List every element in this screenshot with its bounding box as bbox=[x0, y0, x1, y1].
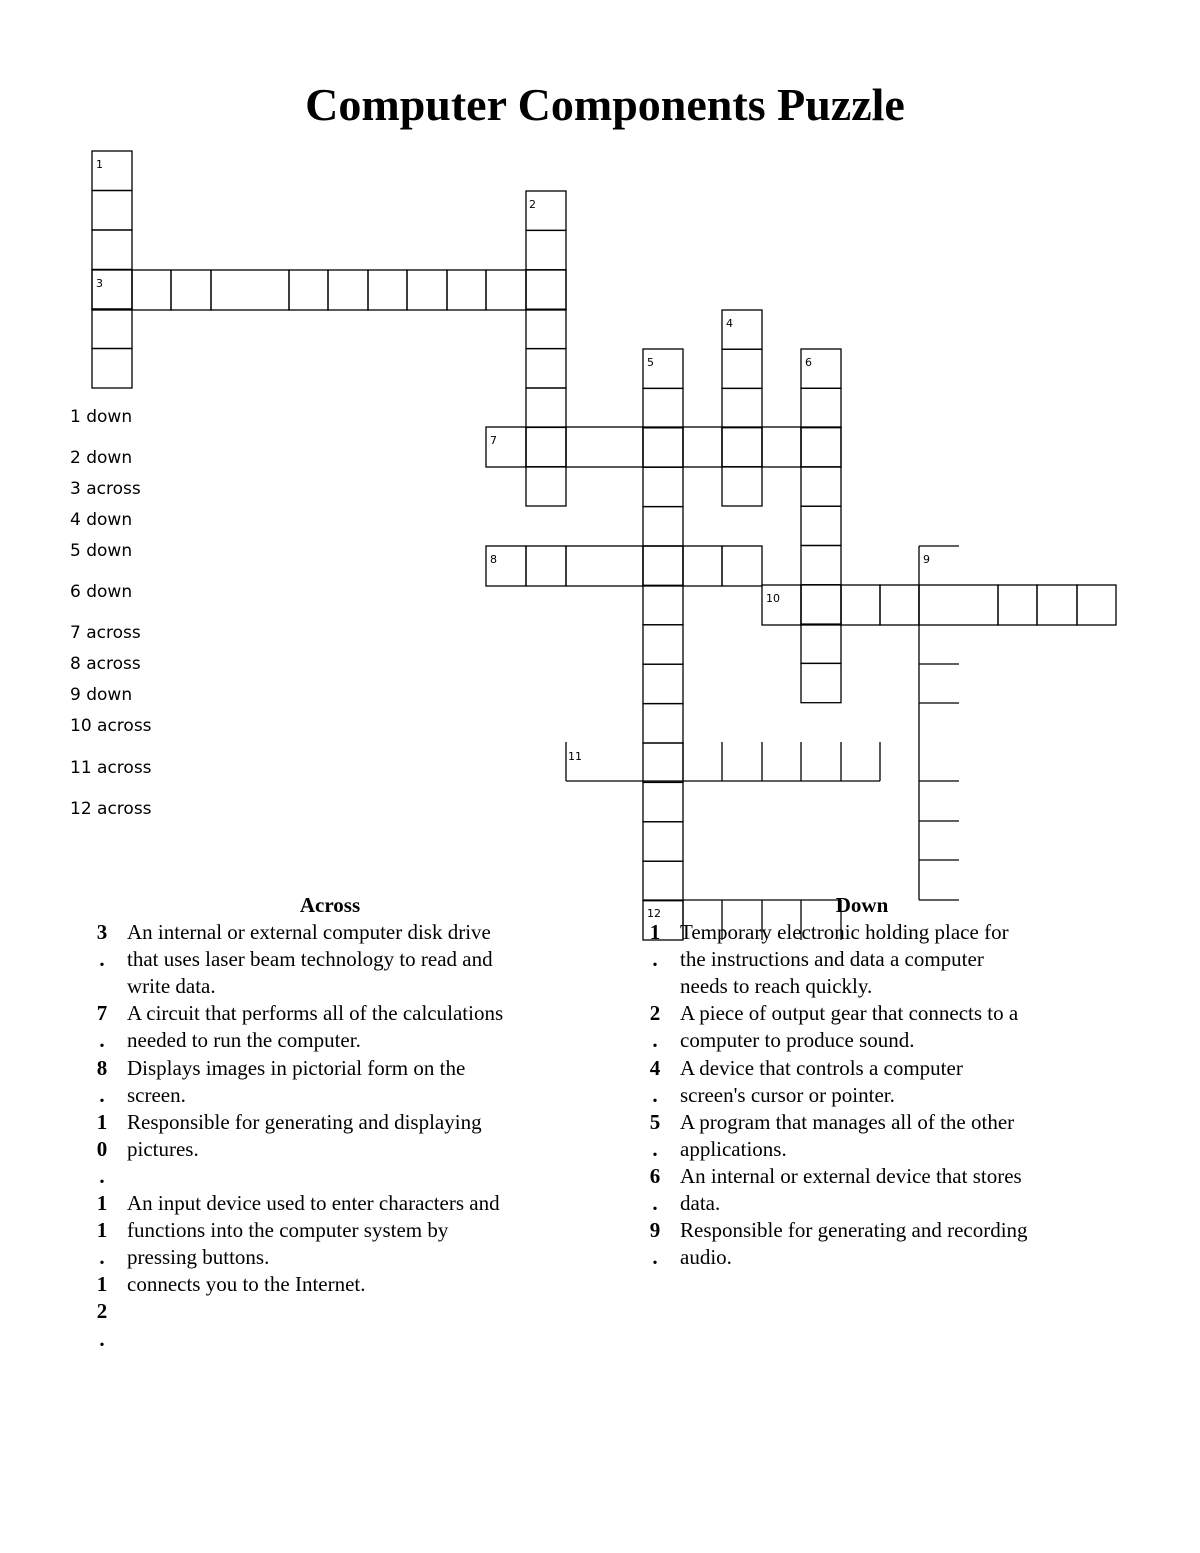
down-clue-text: A device that controls a computer bbox=[680, 1055, 963, 1080]
answer-label-1-down: 1 down bbox=[70, 407, 133, 427]
across-clue-number: 8 bbox=[96, 1055, 108, 1080]
word-10-across-cell[interactable] bbox=[1077, 585, 1116, 625]
word-2-down-cell[interactable] bbox=[526, 230, 566, 269]
word-4-down-cell[interactable] bbox=[722, 310, 762, 349]
word-3-across-cell[interactable] bbox=[328, 270, 368, 310]
word-7-across-cell[interactable] bbox=[762, 427, 801, 467]
across-clue-text: needed to run the computer. bbox=[127, 1028, 361, 1053]
word-2-down-cell[interactable] bbox=[526, 427, 566, 466]
across-clue-number: 2 bbox=[96, 1299, 108, 1324]
word-8-across-cell[interactable] bbox=[722, 546, 762, 586]
across-clue-number: . bbox=[99, 1163, 105, 1188]
word-2-down-cell[interactable] bbox=[526, 388, 566, 427]
word-3-across-cell[interactable] bbox=[447, 270, 486, 310]
down-clue-number: 5 bbox=[649, 1109, 661, 1134]
word-7-across-cell[interactable] bbox=[722, 427, 762, 467]
word-6-down-cell[interactable] bbox=[801, 506, 841, 545]
across-clue-text: connects you to the Internet. bbox=[127, 1272, 366, 1297]
down-clue-number: 6 bbox=[649, 1163, 661, 1188]
down-clue-text: A program that manages all of the other bbox=[680, 1109, 1015, 1134]
word-6-down-cell[interactable] bbox=[801, 585, 841, 624]
word-7-across-cell[interactable] bbox=[566, 427, 643, 467]
clue-number-6: 6 bbox=[805, 356, 812, 369]
down-clue-text: A piece of output gear that connects to a bbox=[680, 1001, 1019, 1026]
across-clue-text: Displays images in pictorial form on the bbox=[127, 1055, 466, 1080]
clue-number-8: 8 bbox=[490, 553, 497, 566]
word-5-down-cell[interactable] bbox=[643, 428, 683, 467]
across-clue-text: A circuit that performs all of the calculations bbox=[127, 1001, 504, 1026]
across-clue-number: . bbox=[99, 1326, 105, 1351]
word-10-across-cell[interactable] bbox=[762, 585, 801, 625]
word-11-across-cells[interactable] bbox=[566, 742, 880, 781]
word-5-down-cell[interactable] bbox=[643, 546, 683, 585]
answer-label-5-down: 5 down bbox=[70, 541, 133, 561]
across-clue-text: that uses laser beam technology to read and bbox=[127, 947, 493, 972]
down-clue-number: . bbox=[652, 1136, 658, 1161]
word-6-down-cell[interactable] bbox=[801, 388, 841, 427]
word-7-across-cell[interactable] bbox=[801, 427, 841, 467]
across-clue-number: . bbox=[99, 1028, 105, 1053]
across-clue-text: screen. bbox=[127, 1082, 186, 1107]
down-clue-text: applications. bbox=[680, 1136, 787, 1161]
answer-label-9-down: 9 down bbox=[70, 685, 133, 705]
answer-label-8-across: 8 across bbox=[70, 654, 141, 674]
clue-number-1: 1 bbox=[96, 158, 103, 171]
down-clue-list bbox=[648, 920, 1118, 1360]
word-4-down-cell[interactable] bbox=[722, 388, 762, 427]
word-8-across-cell[interactable] bbox=[643, 546, 683, 586]
down-clue-number: . bbox=[652, 1245, 658, 1270]
across-clue-text: An input device used to enter characters and bbox=[127, 1191, 500, 1215]
across-clue-text: pictures. bbox=[127, 1136, 199, 1161]
down-clue-text: Temporary electronic holding place for bbox=[680, 920, 1009, 944]
across-clue-number: 1 bbox=[96, 1272, 108, 1297]
down-clue-number: . bbox=[652, 947, 658, 972]
word-8-across-cell[interactable] bbox=[526, 546, 566, 586]
across-clue-text: An internal or external computer disk drive bbox=[127, 920, 491, 944]
word-10-across-cell[interactable] bbox=[880, 585, 919, 625]
across-clue-number: . bbox=[99, 1082, 105, 1107]
across-clue-number: . bbox=[99, 1245, 105, 1270]
word-10-across-cell[interactable] bbox=[1037, 585, 1077, 625]
across-clue-number: 1 bbox=[96, 1218, 108, 1243]
word-3-across-cell[interactable] bbox=[526, 270, 566, 310]
clue-number-4: 4 bbox=[726, 317, 733, 330]
word-4-down-cell[interactable] bbox=[722, 428, 762, 467]
clue-number-2: 2 bbox=[529, 198, 536, 211]
down-clue-number: 4 bbox=[649, 1055, 661, 1080]
word-2-down-cell[interactable] bbox=[526, 309, 566, 348]
down-clue-text: the instructions and data a computer bbox=[680, 947, 984, 972]
down-clue-text: screen's cursor or pointer. bbox=[680, 1082, 895, 1107]
word-9-down-cells[interactable] bbox=[919, 546, 959, 900]
across-clue-number: 0 bbox=[96, 1136, 108, 1161]
down-clue-text: data. bbox=[680, 1191, 721, 1215]
word-2-down-cell[interactable] bbox=[526, 270, 566, 309]
word-4-down-cell[interactable] bbox=[722, 467, 762, 506]
word-5-down-cell[interactable] bbox=[643, 664, 683, 703]
word-5-down-cell[interactable] bbox=[643, 782, 683, 821]
word-6-down-cell[interactable] bbox=[801, 467, 841, 506]
word-8-across-cell[interactable] bbox=[486, 546, 526, 586]
word-10-across-cell[interactable] bbox=[801, 585, 841, 625]
word-2-down-cell[interactable] bbox=[526, 191, 566, 230]
word-5-down-cell[interactable] bbox=[643, 704, 683, 743]
answer-label-6-down: 6 down bbox=[70, 582, 133, 602]
down-clue-number: 9 bbox=[649, 1218, 661, 1243]
word-5-down-cell[interactable] bbox=[643, 467, 683, 506]
word-2-down-cell[interactable] bbox=[526, 467, 566, 506]
word-6-down-cell[interactable] bbox=[801, 624, 841, 663]
across-clue-number: . bbox=[99, 947, 105, 972]
word-2-down-cell[interactable] bbox=[526, 349, 566, 388]
across-heading: Across bbox=[299, 893, 361, 917]
word-3-across-cell[interactable] bbox=[289, 270, 328, 310]
word-4-down-cell[interactable] bbox=[722, 349, 762, 388]
clue-number-10: 10 bbox=[766, 592, 780, 605]
word-6-down-cell[interactable] bbox=[801, 349, 841, 388]
clue-number-11: 11 bbox=[568, 750, 582, 763]
answer-label-10-across: 10 across bbox=[70, 716, 152, 736]
word-7-across-cell[interactable] bbox=[643, 427, 683, 467]
clue-number-9: 9 bbox=[923, 553, 930, 566]
word-5-down-cell[interactable] bbox=[643, 822, 683, 861]
down-clue-number: 1 bbox=[649, 920, 661, 944]
across-clue-number: 7 bbox=[96, 1001, 108, 1026]
down-heading: Down bbox=[835, 893, 889, 917]
word-6-down-cell[interactable] bbox=[801, 546, 841, 585]
puzzle-title: Computer Components Puzzle bbox=[305, 79, 905, 130]
clue-number-5: 5 bbox=[647, 356, 654, 369]
across-clue-text: write data. bbox=[127, 974, 216, 999]
word-5-down-cell[interactable] bbox=[643, 507, 683, 546]
answer-label-3-across: 3 across bbox=[70, 479, 141, 499]
word-10-across-cell[interactable] bbox=[919, 585, 998, 625]
word-8-across-cell[interactable] bbox=[566, 546, 643, 586]
word-5-down-cell[interactable] bbox=[643, 585, 683, 624]
word-10-across-cell[interactable] bbox=[998, 585, 1037, 625]
across-clue-text: functions into the computer system by bbox=[127, 1218, 449, 1243]
word-7-across-cell[interactable] bbox=[486, 427, 526, 467]
answer-label-12-across: 12 across bbox=[70, 799, 152, 819]
word-5-down-cell[interactable] bbox=[643, 743, 683, 782]
answer-label-7-across: 7 across bbox=[70, 623, 141, 643]
word-10-across-cell[interactable] bbox=[841, 585, 880, 625]
answer-labels bbox=[70, 0, 270, 900]
word-5-down-cell[interactable] bbox=[643, 625, 683, 664]
down-clue-text: An internal or external device that stores bbox=[680, 1163, 1022, 1188]
word-3-across-cell[interactable] bbox=[407, 270, 447, 310]
across-clue-list bbox=[95, 920, 565, 1360]
down-clue-text: needs to reach quickly. bbox=[680, 974, 873, 999]
down-clue-number: . bbox=[652, 1191, 658, 1215]
word-7-across-cell[interactable] bbox=[526, 427, 566, 467]
across-clue-text: pressing buttons. bbox=[127, 1245, 270, 1270]
across-clue-number: 1 bbox=[96, 1191, 108, 1215]
down-clue-text: Responsible for generating and recording bbox=[680, 1218, 1028, 1243]
word-3-across-cell[interactable] bbox=[368, 270, 407, 310]
down-clue-text: computer to produce sound. bbox=[680, 1028, 915, 1053]
clue-number-7: 7 bbox=[490, 434, 497, 447]
across-clue-number: 3 bbox=[96, 920, 108, 944]
down-clue-number: . bbox=[652, 1028, 658, 1053]
down-clue-number: . bbox=[652, 1082, 658, 1107]
word-8-across-cell[interactable] bbox=[683, 546, 722, 586]
word-5-down-cell[interactable] bbox=[643, 349, 683, 388]
word-6-down-cell[interactable] bbox=[801, 428, 841, 467]
answer-label-2-down: 2 down bbox=[70, 448, 133, 468]
word-3-across-cell[interactable] bbox=[486, 270, 526, 310]
answer-label-11-across: 11 across bbox=[70, 758, 152, 778]
clue-number-12: 12 bbox=[647, 907, 661, 920]
word-6-down-cell[interactable] bbox=[801, 663, 841, 702]
across-clue-text: Responsible for generating and displaying bbox=[127, 1109, 482, 1134]
word-5-down-cell[interactable] bbox=[643, 388, 683, 427]
word-7-across-cell[interactable] bbox=[683, 427, 722, 467]
down-clue-text: audio. bbox=[680, 1245, 732, 1270]
down-clue-number: 2 bbox=[649, 1001, 661, 1026]
across-clue-number: 1 bbox=[96, 1109, 108, 1134]
answer-label-4-down: 4 down bbox=[70, 510, 133, 530]
word-5-down-cell[interactable] bbox=[643, 861, 683, 900]
clue-number-3: 3 bbox=[96, 277, 103, 290]
